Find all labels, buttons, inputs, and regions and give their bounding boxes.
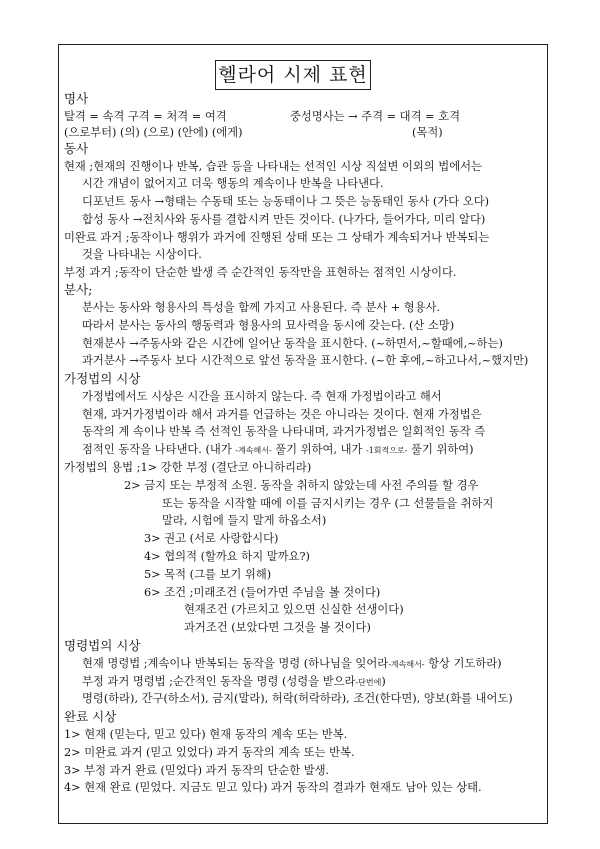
usage-item-2-line-2: 또는 동작을 시작할 때에 이를 금지시키는 경우 (그 선물들을 취하지 bbox=[162, 497, 494, 510]
imperative-aorist-end: ) bbox=[381, 675, 386, 688]
verb-deponent: 디포넌트 동사 →형태는 수동태 또는 능동태이나 그 뜻은 능동태인 동사 (가다 오다) bbox=[82, 195, 489, 208]
noun-particles-row bbox=[64, 125, 548, 141]
subjunctive-line-4 bbox=[82, 442, 548, 459]
imperative-continuous-note: -계속해서- bbox=[388, 660, 425, 669]
page-title: 헬라어 시제 표현 bbox=[215, 60, 371, 90]
participle-past: 과거분사 →주동사 보다 시간적으로 앞선 동작을 표시한다. (~한 후에,~하고나서,~했지만) bbox=[82, 354, 529, 367]
imperative-present-end: 항상 기도하라) bbox=[424, 657, 502, 670]
verb-present-line-2: 시간 개념이 없어지고 더욱 행동의 계속이나 반복을 나타낸다. bbox=[82, 177, 384, 190]
imperative-line-2 bbox=[82, 674, 548, 691]
noun-particles-left: (으로부터) (의) (으로) (안에) (에게) bbox=[64, 126, 243, 139]
subjunctive-line-4-mid: 풀기 위하여, 내가 bbox=[271, 443, 367, 456]
imperative-once-note: -단번에 bbox=[355, 678, 382, 687]
verb-present-line-1: 현재 ;현재의 진행이나 반복, 습관 등을 나타내는 선적인 시상 직설변 이외의 법에서는 bbox=[64, 160, 482, 173]
participle-line-1: 분사는 동사와 형용사의 특성을 함께 가지고 사용된다. 즉 분사 + 형용사. bbox=[82, 301, 441, 314]
subjunctive-line-2: 현재, 과거가정법이라 해서 과거를 언급하는 것은 아니라는 것이다. 현재 가정법은 bbox=[82, 408, 482, 421]
noun-particles-right: (목적) bbox=[412, 126, 443, 139]
verb-compound: 합성 동사 →전치사와 동사를 결합시켜 만든 것이다. (나가다, 들어가다, 미리 알다) bbox=[82, 213, 486, 226]
verb-aorist: 부정 과거 ;동작이 단순한 발생 즉 순간적인 동작만을 표현하는 점적인 시상이다. bbox=[64, 266, 457, 279]
imperative-line-3: 명령(하라), 간구(하소서), 금지(말라), 허락(허락하라), 조건(한다면), 양보(화를 내어도) bbox=[82, 692, 513, 705]
noun-cases-row bbox=[64, 109, 548, 125]
subjunctive-heading: 가정법의 시상 bbox=[64, 371, 141, 386]
perfect-line-2: 2> 미완료 과거 (믿고 있었다) 과거 동작의 계속 또는 반복. bbox=[64, 746, 355, 759]
usage-item-6-line-3: 과거조건 (보았다면 그것을 볼 것이다) bbox=[184, 621, 371, 634]
perfect-heading: 완료 시상 bbox=[64, 709, 117, 724]
imperative-aorist-text: 부정 과거 명령법 ;순간적인 동작을 명령 (성령을 받으라 bbox=[82, 675, 356, 688]
usage-item-5: 5> 목적 (그를 보기 위해) bbox=[144, 568, 272, 581]
perfect-line-4: 4> 현재 완료 (믿었다. 지금도 믿고 있다) 과거 동작의 결과가 현재도 남아 있는 상태. bbox=[64, 781, 482, 794]
verb-heading: 동사 bbox=[64, 141, 89, 156]
noun-cases-left: 탈격 = 속격 구격 = 처격 = 여격 bbox=[64, 110, 227, 123]
imperative-present-text: 현재 명령법 ;계속이나 반복되는 동작을 명령 (하나님을 잊어라 bbox=[82, 657, 389, 670]
participle-present: 현재분사 →주동사와 같은 시간에 일어난 동작을 표시한다. (~하면서,~할때에,~하는) bbox=[82, 337, 503, 350]
usage-item-3: 3> 권고 (서로 사랑합시다) bbox=[144, 532, 279, 545]
subjunctive-line-3: 동작의 계 속이나 반복 즉 선적인 동작을 나타내며, 과거가정법은 일회적인 동작 즉 bbox=[82, 425, 486, 438]
noun-cases-right: 중성명사는 → 주격 = 대격 = 호격 bbox=[290, 110, 460, 123]
usage-item-6-line-2: 현재조건 (가르치고 있으면 신실한 선생이다) bbox=[184, 603, 404, 616]
participle-heading: 분사; bbox=[64, 282, 93, 297]
imperative-line-1 bbox=[82, 656, 548, 673]
subjunctive-line-4-text: 점적인 동작을 나타낸다. (내가 bbox=[82, 443, 236, 456]
subjunctive-line-1: 가정법에서도 시상은 시간을 표시하지 않는다. 즉 현재 가정법이라고 해서 bbox=[82, 390, 442, 403]
perfect-line-1: 1> 현재 (믿는다, 믿고 있다) 현재 동작의 계속 또는 반복. bbox=[64, 728, 348, 741]
subjunctive-continuous-note: -계속해서- bbox=[235, 446, 272, 455]
usage-heading: 가정법의 용법 ;1> 강한 부정 (결단코 아니하리라) bbox=[64, 461, 312, 474]
verb-imperfect-line-1: 미완료 과거 ;동작이나 행위가 과거에 진행된 상태 또는 그 상태가 계속되거나 반복되는 bbox=[64, 231, 490, 244]
verb-imperfect-line-2: 것을 나타내는 시상이다. bbox=[82, 248, 202, 261]
noun-heading: 명사 bbox=[64, 91, 89, 106]
usage-item-2-line-3: 말라, 시험에 들지 말게 하옵소서) bbox=[162, 514, 327, 527]
subjunctive-line-4-end: 풀기 위하여) bbox=[407, 443, 474, 456]
imperative-heading: 명령법의 시상 bbox=[64, 638, 141, 653]
participle-line-2: 따라서 분사는 동사의 행동력과 형용사의 묘사력을 동시에 갖는다. (산 소망) bbox=[82, 319, 455, 332]
usage-item-2-line-1: 2> 금지 또는 부정적 소원. 동작을 취하지 않았는데 사전 주의를 할 경우 bbox=[124, 479, 479, 492]
usage-item-4: 4> 협의적 (할까요 하지 말까요?) bbox=[144, 550, 310, 563]
usage-item-6-line-1: 6> 조건 ;미래조건 (들어가면 주님을 볼 것이다) bbox=[144, 586, 381, 599]
subjunctive-once-note: -1회적으로- bbox=[366, 446, 408, 455]
perfect-line-3: 3> 부정 과거 완료 (믿었다) 과거 동작의 단순한 발생. bbox=[64, 764, 330, 777]
